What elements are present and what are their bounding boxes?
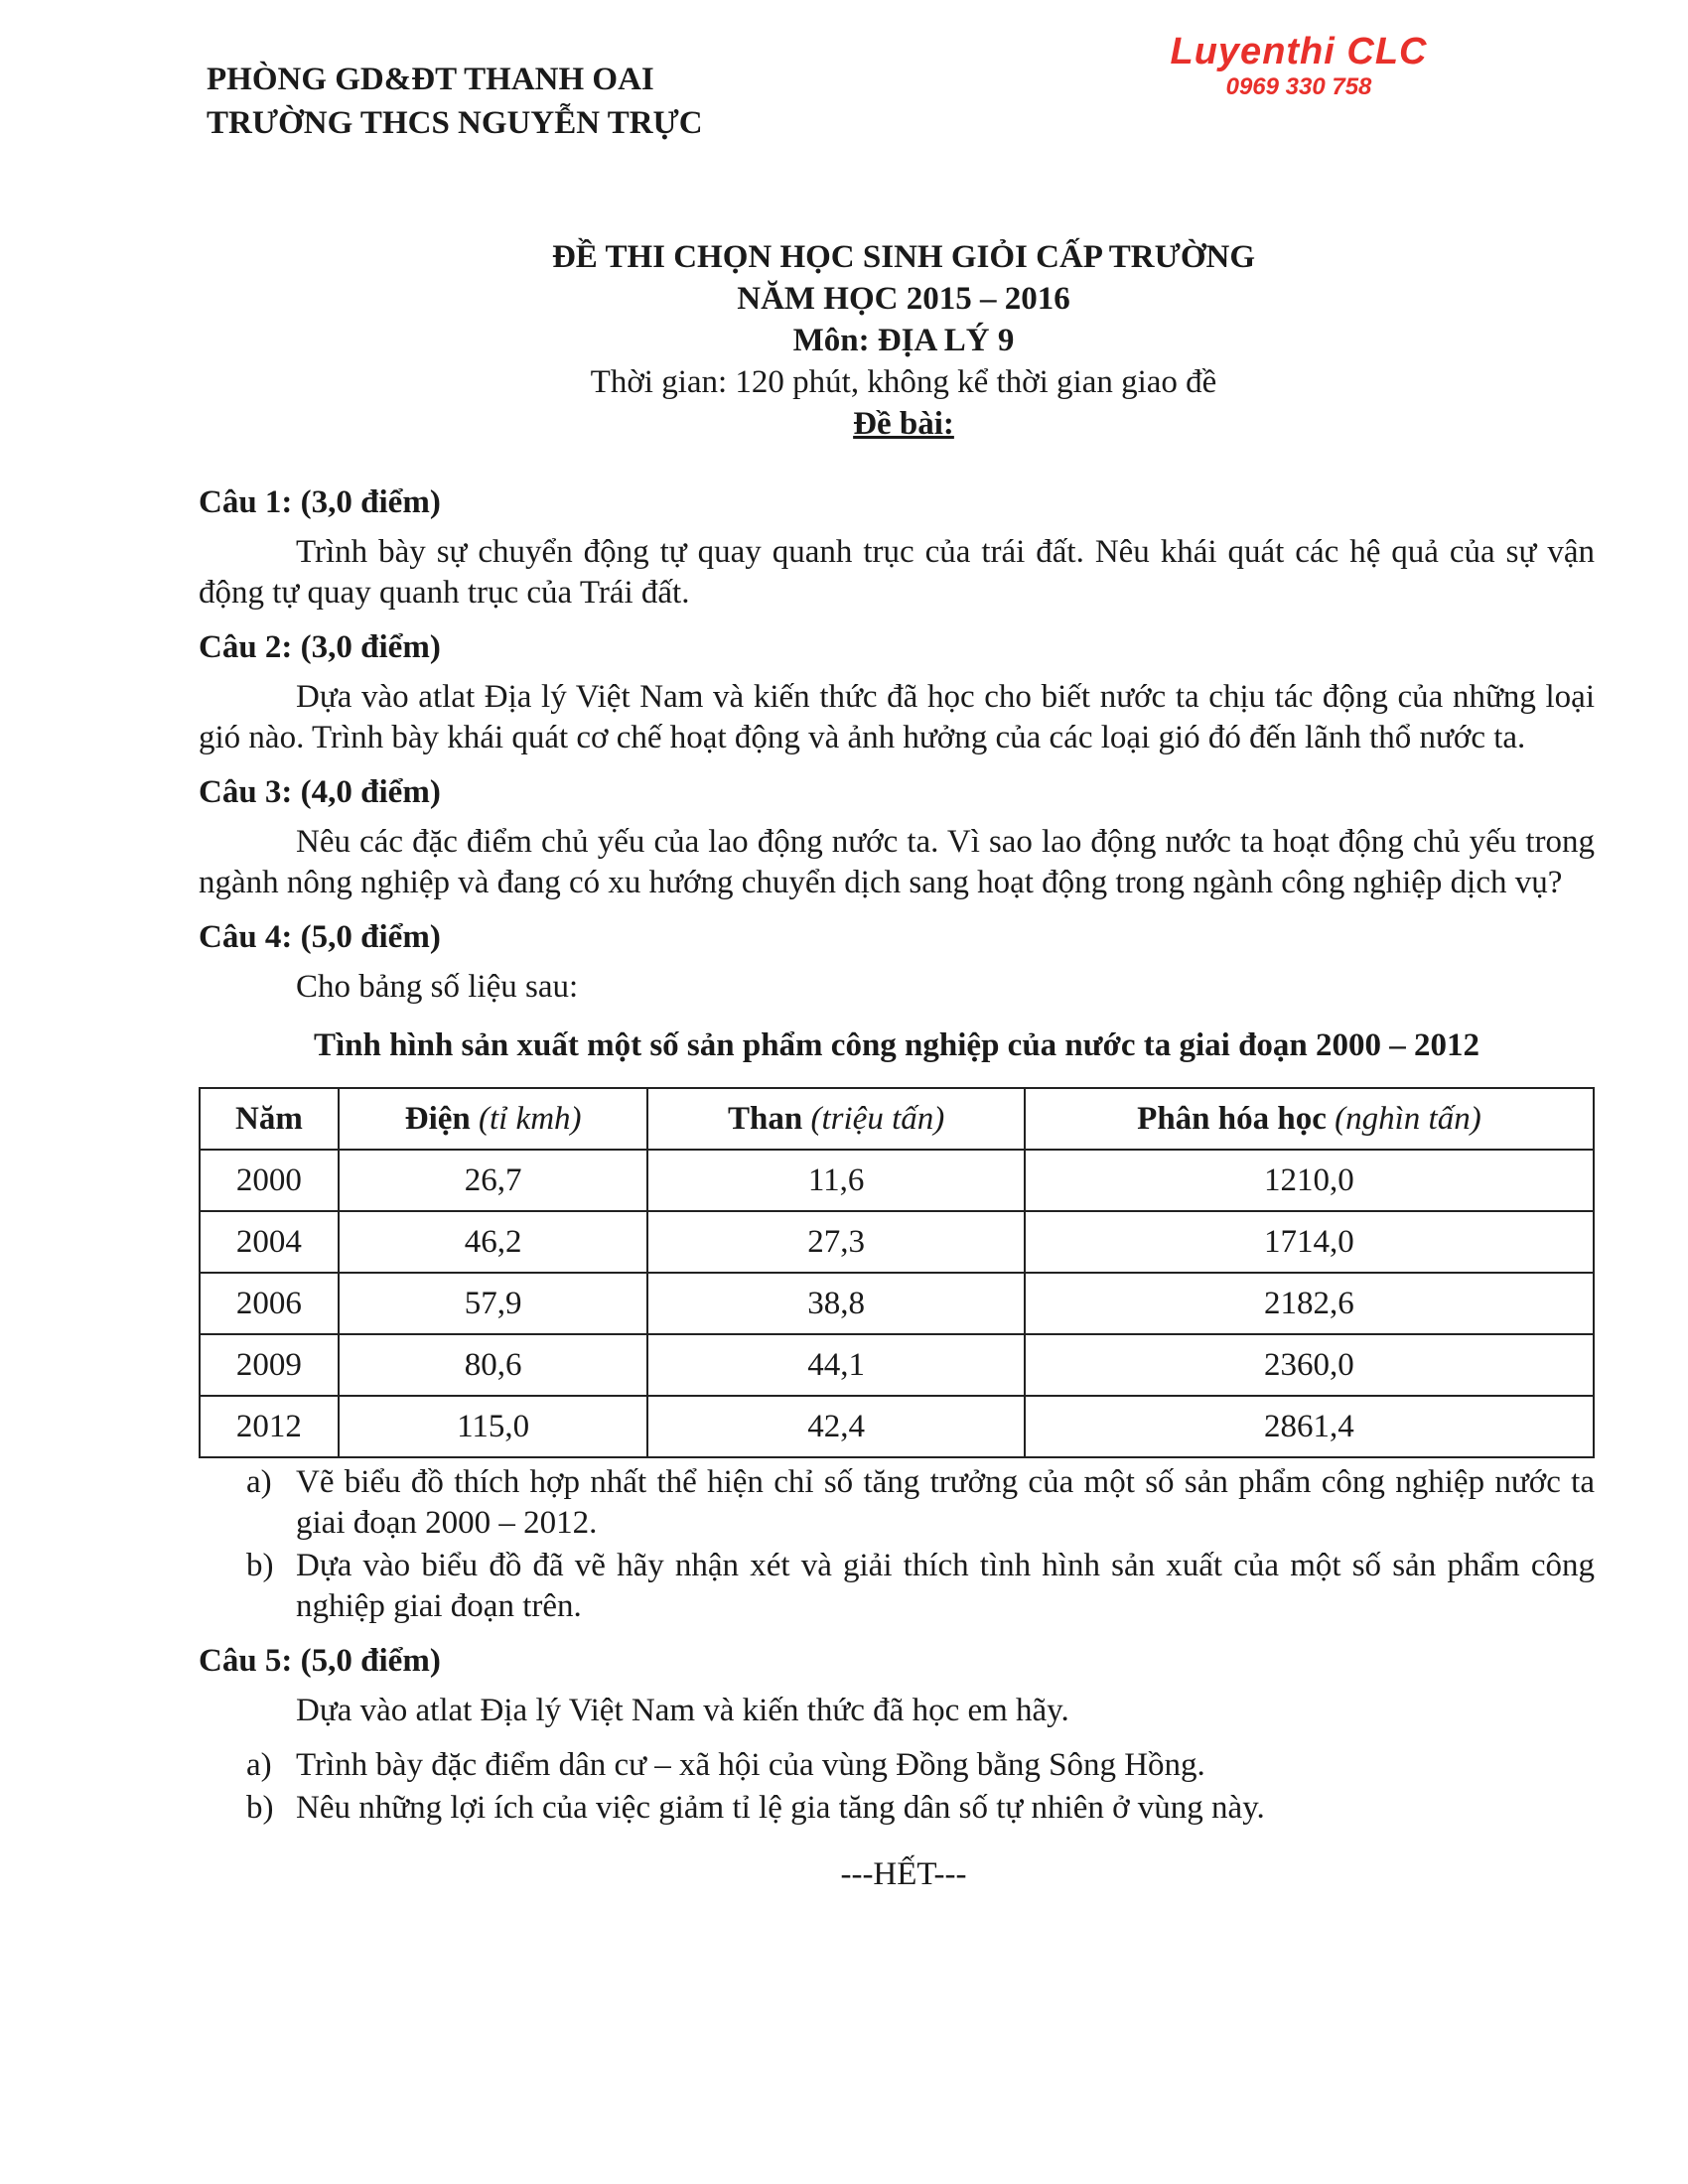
- watermark-phone: 0969 330 758: [1225, 73, 1372, 100]
- table-cell-fertilizer: 1210,0: [1025, 1150, 1594, 1211]
- question-5-heading: Câu 5: (5,0 điểm): [199, 1643, 441, 1679]
- question-1-heading: Câu 1: (3,0 điểm): [199, 484, 441, 520]
- question-5-part-b: [199, 1788, 1595, 1829]
- exam-content: [199, 482, 1595, 1894]
- table-header-electricity: Điện (tỉ kmh): [339, 1088, 648, 1150]
- table-header-row: [200, 1088, 1594, 1150]
- question-4-part-a-text: Vẽ biểu đồ thích hợp nhất thể hiện chỉ số tăng trưởng của một số sản phẩm công nghiệp nước ta giai đoạn 2000 – 2012.: [296, 1464, 1595, 1541]
- question-4-part-a: [199, 1462, 1595, 1544]
- table-header-year: Năm: [200, 1088, 339, 1150]
- question-2-heading: Câu 2: (3,0 điểm): [199, 629, 441, 665]
- school-header: [207, 58, 703, 145]
- table-caption: Tình hình sản xuất một số sản phẩm công nghiệp của nước ta giai đoạn 2000 – 2012: [313, 1027, 1480, 1063]
- table-cell-fertilizer: 1714,0: [1025, 1211, 1594, 1273]
- question-4-heading: Câu 4: (5,0 điểm): [199, 919, 441, 955]
- question-4-subparts: [199, 1462, 1595, 1627]
- question-3-heading: Câu 3: (4,0 điểm): [199, 774, 441, 810]
- question-5-part-b-marker: b): [246, 1790, 274, 1826]
- question-5-text: Dựa vào atlat Địa lý Việt Nam và kiến thức đã học em hãy.: [296, 1693, 1069, 1728]
- table-cell-coal: 11,6: [647, 1150, 1024, 1211]
- table-cell-electricity: 80,6: [339, 1334, 648, 1396]
- department-name: PHÒNG GD&ĐT THANH OAI: [207, 62, 654, 97]
- table-row: [200, 1334, 1594, 1396]
- question-4-part-a-marker: a): [246, 1464, 272, 1500]
- question-5-part-b-text: Nêu những lợi ích của việc giảm tỉ lệ gia tăng dân số tự nhiên ở vùng này.: [296, 1790, 1265, 1826]
- question-4-part-b-text: Dựa vào biểu đồ đã vẽ hãy nhận xét và giải thích tình hình sản xuất của một số sản phẩm công nghiệp giai đoạn trên.: [296, 1548, 1595, 1624]
- table-cell-year: 2004: [200, 1211, 339, 1273]
- school-name: TRƯỜNG THCS NGUYỄN TRỰC: [207, 105, 703, 141]
- table-cell-coal: 44,1: [647, 1334, 1024, 1396]
- table-cell-year: 2000: [200, 1150, 339, 1211]
- table-cell-year: 2009: [200, 1334, 339, 1396]
- table-cell-coal: 27,3: [647, 1211, 1024, 1273]
- table-row: [200, 1273, 1594, 1334]
- question-3-text: Nêu các đặc điểm chủ yếu của lao động nước ta. Vì sao lao động nước ta hoạt động chủ yếu trong ngành nông nghiệp và đang có xu hướng chuyển dịch sang hoạt động trong ngành công nghiệp dịch vụ?: [199, 824, 1595, 900]
- exam-subject: Môn: ĐỊA LÝ 9: [792, 323, 1015, 358]
- question-4-part-b-marker: b): [246, 1548, 274, 1583]
- table-header-coal-unit: (triệu tấn): [810, 1100, 945, 1137]
- watermark-brand: Luyenthi CLC: [1170, 31, 1428, 72]
- question-1-text: Trình bày sự chuyển động tự quay quanh trục của trái đất. Nêu khái quát các hệ quả của sự vận động tự quay quanh trục của Trái đất.: [199, 534, 1595, 611]
- data-table: [199, 1087, 1595, 1458]
- table-cell-electricity: 26,7: [339, 1150, 648, 1211]
- table-header-coal: Than (triệu tấn): [647, 1088, 1024, 1150]
- table-cell-coal: 42,4: [647, 1396, 1024, 1457]
- table-header-fertilizer: Phân hóa học (nghìn tấn): [1025, 1088, 1594, 1150]
- table-cell-electricity: 115,0: [339, 1396, 648, 1457]
- question-5-subparts: [199, 1745, 1595, 1829]
- table-cell-coal: 38,8: [647, 1273, 1024, 1334]
- table-row: [200, 1211, 1594, 1273]
- table-row: [200, 1396, 1594, 1457]
- question-5-part-a-text: Trình bày đặc điểm dân cư – xã hội của vùng Đồng bằng Sông Hồng.: [296, 1747, 1205, 1783]
- question-5-part-a-marker: a): [246, 1747, 272, 1783]
- brand-watermark: [1140, 30, 1458, 101]
- exam-title: [0, 236, 1688, 445]
- table-header-electricity-unit: (tỉ kmh): [478, 1100, 582, 1137]
- exam-time: Thời gian: 120 phút, không kể thời gian giao đề: [590, 364, 1217, 400]
- question-4-intro: Cho bảng số liệu sau:: [296, 969, 579, 1005]
- exam-title-line1: ĐỀ THI CHỌN HỌC SINH GIỎI CẤP TRƯỜNG: [551, 239, 1256, 275]
- table-cell-fertilizer: 2360,0: [1025, 1334, 1594, 1396]
- table-cell-fertilizer: 2182,6: [1025, 1273, 1594, 1334]
- exam-title-line2: NĂM HỌC 2015 – 2016: [737, 281, 1070, 317]
- table-row: [200, 1150, 1594, 1211]
- table-cell-fertilizer: 2861,4: [1025, 1396, 1594, 1457]
- table-cell-year: 2012: [200, 1396, 339, 1457]
- exam-heading: Đề bài:: [853, 406, 954, 442]
- question-5-part-a: [199, 1745, 1595, 1786]
- question-2-text: Dựa vào atlat Địa lý Việt Nam và kiến thức đã học cho biết nước ta chịu tác động của những loại gió nào. Trình bày khái quát cơ chế hoạt động và ảnh hưởng của các loại gió đó đến lãnh thổ nước ta.: [199, 679, 1595, 755]
- end-marker: ---HẾT---: [840, 1856, 967, 1892]
- question-4-part-b: [199, 1546, 1595, 1627]
- table-cell-electricity: 46,2: [339, 1211, 648, 1273]
- table-header-fertilizer-unit: (nghìn tấn): [1335, 1100, 1481, 1137]
- table-cell-year: 2006: [200, 1273, 339, 1334]
- table-cell-electricity: 57,9: [339, 1273, 648, 1334]
